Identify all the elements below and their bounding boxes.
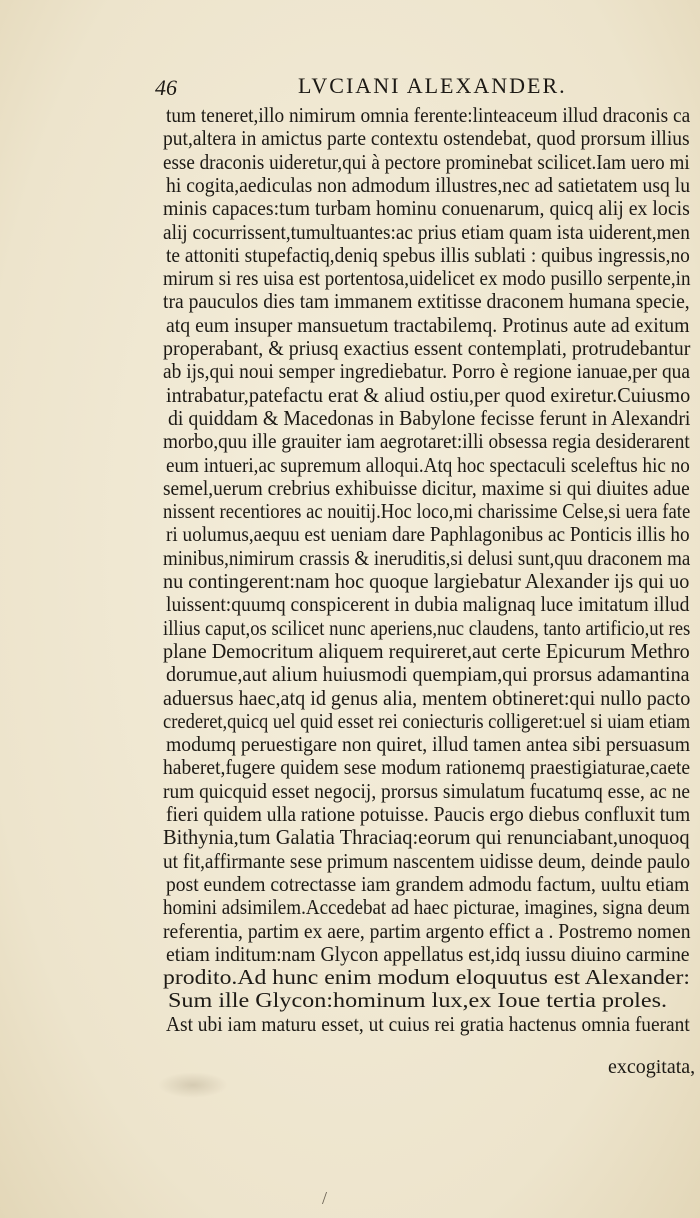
folio-number: 46 (155, 75, 177, 100)
text-line: properabant, & priusq exactius essent contemplati, protrudebantur (163, 336, 691, 360)
text-line: atq eum insuper mansuetum tractabilemq. Protinus aute ad exitum (166, 312, 690, 337)
text-line: tra pauculos dies tam immanem extitisse draconem humana specie, (163, 289, 690, 314)
catchword: excogitata, (608, 1056, 696, 1078)
paper-stain (158, 1072, 228, 1098)
text-line: etiam inditum:nam Glycon appellatus est,idq iussu diuino carmine (166, 941, 690, 966)
text-line: homini adsimilem.Accedebat ad haec picturae, imagines, signa deum (163, 895, 690, 920)
running-title: LVCIANI ALEXANDER. (298, 73, 567, 98)
page-header (155, 73, 700, 103)
text-line: ut fit,affirmante sese primum nascentem uidisse deum, deinde paulo (163, 848, 691, 873)
text-line: Sum ille Glycon:hominum lux,ex Ioue tertia proles. (168, 988, 668, 1013)
text-line: rum quicquid esset negocij, prorsus simulatum fucatumq esse, ac ne (163, 778, 690, 803)
text-line: Ast ubi iam maturu esset, ut cuius rei gratia hactenus omnia fuerant (166, 1011, 690, 1036)
text-line: nu contingerent:nam hoc quoque largiebatur Alexander ijs qui uo (163, 569, 690, 593)
text-line: eum intueri,ac supremum alloqui.Atq hoc spectaculi sceleftus hic no (166, 452, 690, 477)
text-line: hi cogita,aediculas non admodum illustres,nec ad satietatem usq lu (166, 172, 691, 197)
text-line: dorumue,aut alium huiusmodi quempiam,qui prorsus adamantina (166, 662, 690, 687)
text-line: esse draconis uideretur,qui à pectore prominebat scilicet.Iam uero mi (163, 149, 690, 174)
text-line: post eundem cotrectasse iam grandem admodu factum, uultu etiam (166, 871, 690, 896)
text-line: illius caput,os scilicet nunc aperiens,nuc claudens, tanto artificio,ut res (163, 615, 691, 640)
text-line: fieri quidem ulla ratione potuisse. Paucis ergo diebus confluxit tum (166, 802, 691, 826)
text-line: haberet,fugere quidem sese modum rationemq praestigiaturae,caete (163, 755, 691, 780)
text-line: semel,uerum crebrius exhibuisse dicitur, maxime si qui diuites adue (163, 475, 690, 500)
text-line: morbo,quu ille grauiter iam aegrotaret:illi obsessa regia desiderarent (163, 429, 690, 454)
text-line: crederet,quicq uel quid esset rei coniecturis colligeret:uel si uiam etiam (163, 708, 691, 733)
text-line: ab ijs,qui noui semper ingrediebatur. Porro è regione ianuae,per qua (163, 359, 691, 384)
text-line: luissent:quumq conspicerent in dubia malignaq luce imitatum illud (166, 592, 690, 617)
text-line: te attoniti stupefactiq,deniq spebus illis sublati : quibus ingressis,no (166, 242, 690, 267)
text-line: minibus,nimirum crassis & ineruditis,si delusi sunt,quu draconem ma (163, 545, 691, 570)
text-line: intrabatur,patefactu erat & aliud ostiu,per quod exiretur.Cuiusmo (166, 382, 691, 407)
text-line: di quiddam & Macedonas in Babylone fecisse ferunt in Alexandri (168, 405, 691, 430)
text-line: alij cocurrissent,tumultuantes:ac prius etiam quam ista uiderent,men (163, 219, 690, 244)
text-line: referentia, partim ex aere, partim argento effict a . Postremo nomen (163, 918, 691, 943)
text-line: prodito.Ad hunc enim modum eloquutus est Alexander: (163, 965, 690, 990)
bottom-mark: / (322, 1188, 328, 1208)
text-line: minis capaces:tum turbam hominu conuenarum, quicq alij ex locis (163, 196, 690, 221)
text-line: tum teneret,illo nimirum omnia ferente:linteaceum illud draconis ca (166, 103, 691, 127)
text-line: ri uolumus,aequu est ueniam dare Paphlagonibus ac Ponticis illis ho (166, 522, 690, 547)
text-line: Bithynia,tum Galatia Thraciaq:eorum qui renunciabant,unoquoq (163, 825, 690, 850)
text-line: modumq peruestigare non quiret, illud tamen antea sibi persuasum (166, 732, 691, 757)
text-line: put,altera in amictus parte contextu ostendebat, quod prorsum illius (163, 126, 690, 151)
text-line: plane Democritum aliquem requireret,aut certe Epicurum Methro (163, 638, 690, 663)
text-line: nissent recentiores ac nouitij.Hoc loco,mi charissime Celse,si uera fate (163, 499, 691, 524)
text-line: aduersus haec,atq id genus alia, mentem obtineret:qui nullo pacto (163, 685, 691, 710)
text-line: mirum si res uisa est portentosa,uidelicet ex modo pusillo serpente,in (163, 266, 691, 291)
